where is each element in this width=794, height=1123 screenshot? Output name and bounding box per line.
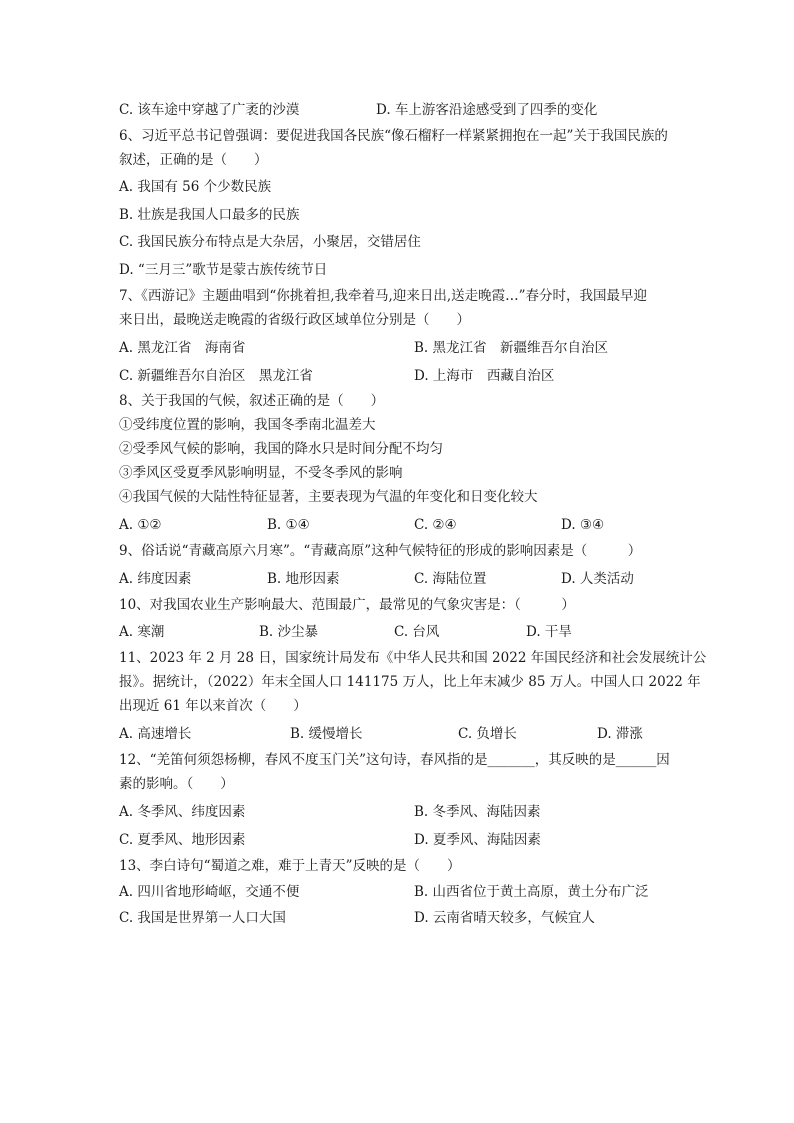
q6-option-b: B. 壮族是我国人口最多的民族 [119,207,300,223]
q9-option-d: D. 人类活动 [561,571,634,587]
q8-option-d: D. ③④ [561,517,605,533]
q5-option-c: C. 该车途中穿越了广袤的沙漠 [119,102,300,118]
q13-option-d: D. 云南省晴天较多，气候宜人 [414,910,595,926]
q7-stem-line1: 7、《西游记》主题曲唱到“你挑着担,我牵着马,迎来日出,送走晚霞…”春分时，我国最早迎 [119,288,648,304]
q12-option-c: C. 夏季风、地形因素 [119,832,246,848]
q13-option-a: A. 四川省地形崎岖，交通不便 [119,884,300,900]
q6-option-d: D. “三月三”歌节是蒙古族传统节日 [119,262,328,278]
q5-option-d: D. 车上游客沿途感受到了四季的变化 [376,102,598,118]
q11-option-d: D. 滞涨 [597,726,643,742]
q10-option-b: B. 沙尘暴 [259,624,319,640]
q8-statement-1: ①受纬度位置的影响，我国冬季南北温差大 [119,417,376,433]
q6-option-c: C. 我国民族分布特点是大杂居，小聚居，交错居住 [119,234,421,250]
q11-stem-line2: 报》。据统计，（2022）年末全国人口 141175 万人，比上年末减少 85 万人。中国人口 2022 年 [119,674,701,690]
q8-statement-4: ④我国气候的大陆性特征显著，主要表现为气温的年变化和日变化较大 [119,489,538,505]
q7-option-a: A. 黑龙江省 海南省 [119,340,246,356]
q13-option-b: B. 山西省位于黄土高原，黄土分布广泛 [414,884,649,900]
q6-stem-line2: 叙述，正确的是（ ） [119,152,268,168]
q8-option-c: C. ②④ [414,517,457,533]
q10-option-d: D. 干旱 [526,624,572,640]
q11-option-a: A. 高速增长 [119,726,192,742]
q9-option-b: B. 地形因素 [267,571,340,587]
q12-option-d: D. 夏季风、海陆因素 [414,832,541,848]
q11-option-c: C. 负增长 [458,726,517,742]
q12-stem-line1: 12、“羌笛何须怨杨柳，春风不度玉门关”这句诗，春风指的是_______，其反映的是______因 [119,752,670,768]
q8-statement-2: ②受季风气候的影响，我国的降水只是时间分配不均匀 [119,441,443,457]
q8-option-b: B. ①④ [267,517,310,533]
q7-option-b: B. 黑龙江省 新疆维吾尔自治区 [414,340,609,356]
q11-option-b: B. 缓慢增长 [290,726,363,742]
q6-stem-line1: 6、习近平总书记曾强调：要促进我国各民族“像石榴籽一样紧紧拥抱在一起”关于我国民族的 [119,128,668,144]
q12-stem-line2: 素的影响。（ ） [119,776,234,792]
q11-stem-line3: 出现近 61 年以来首次（ ） [119,698,307,714]
q6-option-a: A. 我国有 56 个少数民族 [119,179,272,195]
q8-option-a: A. ①② [119,517,162,533]
q10-stem: 10、对我国农业生产影响最大、范围最广，最常见的气象灾害是：（ ） [119,597,575,613]
q10-option-c: C. 台风 [394,624,440,640]
q7-option-d: D. 上海市 西藏自治区 [414,368,555,384]
q7-stem-line2: 来日出，最晚送走晚霞的省级行政区域单位分别是（ ） [119,312,470,328]
q10-option-a: A. 寒潮 [119,624,165,640]
q13-option-c: C. 我国是世界第一人口大国 [119,910,286,926]
q12-option-b: B. 冬季风、海陆因素 [414,804,541,820]
q7-option-c: C. 新疆维吾尔自治区 黑龙江省 [119,368,313,384]
q12-option-a: A. 冬季风、纬度因素 [119,804,246,820]
q11-stem-line1: 11、2023 年 2 月 28 日，国家统计局发布《中华人民共和国 2022 年国民经济和社会发展统计公 [119,650,707,666]
q13-stem: 13、李白诗句“蜀道之难，难于上青天”反映的是（ ） [119,858,461,874]
q9-stem: 9、俗话说“青藏高原六月寒”。“青藏高原”这种气候特征的形成的影响因素是（ ） [119,543,642,559]
q8-stem: 8、关于我国的气候，叙述正确的是（ ） [119,393,385,409]
q9-option-a: A. 纬度因素 [119,571,192,587]
q8-statement-3: ③季风区受夏季风影响明显，不受冬季风的影响 [119,465,403,481]
q9-option-c: C. 海陆位置 [414,571,487,587]
